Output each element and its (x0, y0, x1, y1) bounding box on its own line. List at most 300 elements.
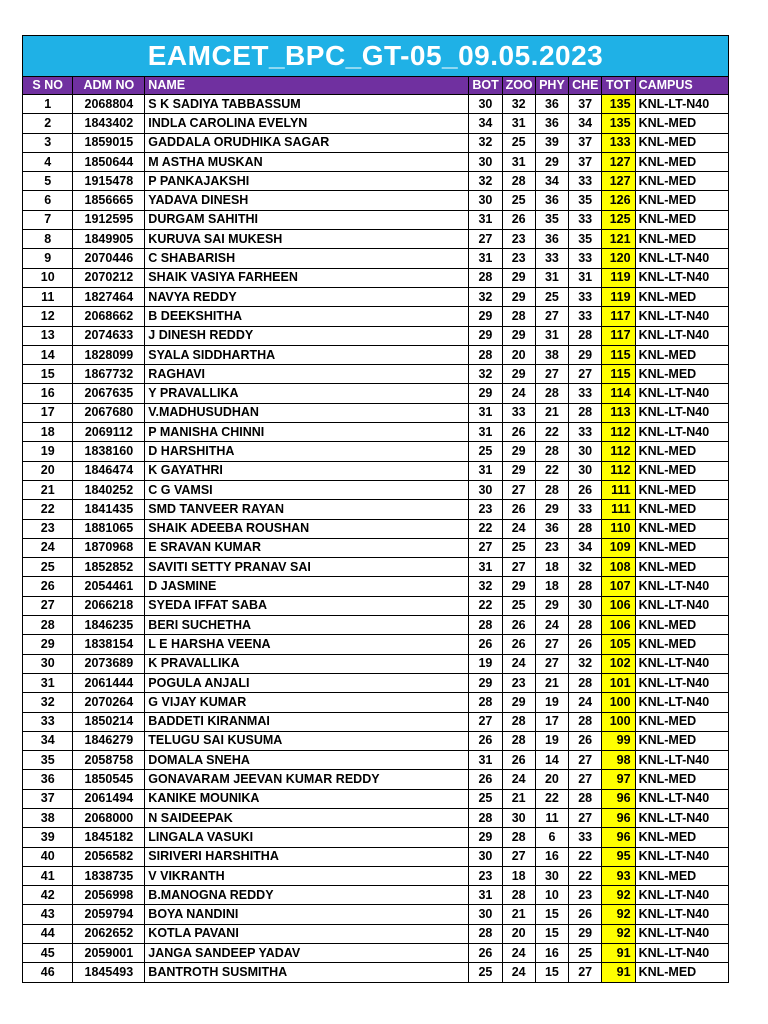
cell-che: 28 (569, 789, 602, 808)
cell-che: 27 (569, 770, 602, 789)
cell-tot: 119 (602, 268, 635, 287)
cell-sno: 3 (23, 133, 73, 152)
cell-zoo: 28 (502, 172, 535, 191)
cell-phy: 27 (535, 365, 568, 384)
cell-tot: 113 (602, 403, 635, 422)
cell-name: SHAIK VASIYA FARHEEN (145, 268, 469, 287)
table-row (23, 673, 729, 692)
cell-sno: 31 (23, 673, 73, 692)
cell-che: 29 (569, 924, 602, 943)
cell-bot: 22 (469, 519, 502, 538)
cell-bot: 30 (469, 95, 502, 114)
cell-name: K GAYATHRI (145, 461, 469, 480)
cell-tot: 96 (602, 828, 635, 847)
cell-campus: KNL-LT-N40 (635, 268, 728, 287)
cell-che: 28 (569, 616, 602, 635)
cell-sno: 35 (23, 751, 73, 770)
cell-campus: KNL-MED (635, 828, 728, 847)
cell-adm-no: 1846279 (73, 731, 145, 750)
cell-campus: KNL-LT-N40 (635, 654, 728, 673)
cell-che: 26 (569, 480, 602, 499)
cell-bot: 29 (469, 384, 502, 403)
cell-campus: KNL-LT-N40 (635, 789, 728, 808)
cell-sno: 34 (23, 731, 73, 750)
cell-phy: 39 (535, 133, 568, 152)
cell-bot: 32 (469, 287, 502, 306)
cell-phy: 36 (535, 519, 568, 538)
cell-name: N SAIDEEPAK (145, 808, 469, 827)
cell-tot: 126 (602, 191, 635, 210)
cell-zoo: 25 (502, 596, 535, 615)
cell-adm-no: 1843402 (73, 114, 145, 133)
cell-name: J DINESH REDDY (145, 326, 469, 345)
cell-sno: 24 (23, 538, 73, 557)
cell-phy: 29 (535, 596, 568, 615)
cell-campus: KNL-LT-N40 (635, 808, 728, 827)
table-row (23, 828, 729, 847)
cell-zoo: 25 (502, 538, 535, 557)
cell-bot: 31 (469, 558, 502, 577)
cell-bot: 28 (469, 616, 502, 635)
cell-phy: 33 (535, 249, 568, 268)
cell-campus: KNL-LT-N40 (635, 307, 728, 326)
cell-adm-no: 2061444 (73, 673, 145, 692)
cell-tot: 92 (602, 905, 635, 924)
cell-phy: 36 (535, 191, 568, 210)
cell-name: L E HARSHA VEENA (145, 635, 469, 654)
cell-campus: KNL-MED (635, 538, 728, 557)
cell-adm-no: 1859015 (73, 133, 145, 152)
cell-name: M ASTHA MUSKAN (145, 152, 469, 171)
table-row (23, 731, 729, 750)
cell-name: SYALA SIDDHARTHA (145, 345, 469, 364)
cell-name: BOYA NANDINI (145, 905, 469, 924)
cell-tot: 110 (602, 519, 635, 538)
cell-zoo: 24 (502, 963, 535, 982)
cell-adm-no: 1846235 (73, 616, 145, 635)
cell-campus: KNL-LT-N40 (635, 673, 728, 692)
cell-phy: 18 (535, 577, 568, 596)
cell-phy: 27 (535, 307, 568, 326)
cell-bot: 32 (469, 577, 502, 596)
cell-adm-no: 1867732 (73, 365, 145, 384)
cell-phy: 29 (535, 500, 568, 519)
cell-tot: 100 (602, 693, 635, 712)
cell-tot: 125 (602, 210, 635, 229)
cell-adm-no: 1845493 (73, 963, 145, 982)
cell-tot: 121 (602, 230, 635, 249)
cell-che: 22 (569, 847, 602, 866)
cell-che: 31 (569, 268, 602, 287)
cell-adm-no: 1846474 (73, 461, 145, 480)
cell-tot: 111 (602, 480, 635, 499)
cell-bot: 28 (469, 808, 502, 827)
cell-bot: 31 (469, 751, 502, 770)
table-row (23, 751, 729, 770)
table-row (23, 808, 729, 827)
cell-sno: 13 (23, 326, 73, 345)
cell-phy: 24 (535, 616, 568, 635)
cell-name: P PANKAJAKSHI (145, 172, 469, 191)
cell-bot: 31 (469, 249, 502, 268)
cell-name: SYEDA IFFAT SABA (145, 596, 469, 615)
cell-name: TELUGU SAI KUSUMA (145, 731, 469, 750)
cell-phy: 10 (535, 886, 568, 905)
cell-che: 30 (569, 442, 602, 461)
cell-zoo: 31 (502, 114, 535, 133)
cell-tot: 95 (602, 847, 635, 866)
cell-campus: KNL-MED (635, 210, 728, 229)
cell-bot: 23 (469, 500, 502, 519)
cell-tot: 97 (602, 770, 635, 789)
cell-tot: 91 (602, 963, 635, 982)
cell-adm-no: 2074633 (73, 326, 145, 345)
cell-tot: 107 (602, 577, 635, 596)
cell-campus: KNL-LT-N40 (635, 577, 728, 596)
cell-zoo: 25 (502, 133, 535, 152)
cell-adm-no: 2059001 (73, 944, 145, 963)
cell-tot: 93 (602, 866, 635, 885)
cell-name: KOTLA PAVANI (145, 924, 469, 943)
table-row (23, 770, 729, 789)
cell-tot: 96 (602, 808, 635, 827)
cell-che: 34 (569, 538, 602, 557)
cell-zoo: 26 (502, 423, 535, 442)
header-sno: S NO (23, 77, 73, 95)
cell-adm-no: 2070212 (73, 268, 145, 287)
cell-adm-no: 2061494 (73, 789, 145, 808)
cell-sno: 14 (23, 345, 73, 364)
cell-bot: 27 (469, 712, 502, 731)
cell-che: 28 (569, 577, 602, 596)
table-row (23, 500, 729, 519)
cell-zoo: 26 (502, 616, 535, 635)
cell-tot: 127 (602, 172, 635, 191)
cell-bot: 32 (469, 172, 502, 191)
cell-che: 33 (569, 249, 602, 268)
result-sheet (22, 35, 729, 983)
cell-sno: 7 (23, 210, 73, 229)
cell-zoo: 24 (502, 770, 535, 789)
cell-phy: 31 (535, 326, 568, 345)
header-adm-no: ADM NO (73, 77, 145, 95)
cell-tot: 127 (602, 152, 635, 171)
cell-bot: 23 (469, 866, 502, 885)
cell-sno: 18 (23, 423, 73, 442)
cell-tot: 99 (602, 731, 635, 750)
cell-phy: 16 (535, 847, 568, 866)
cell-che: 28 (569, 712, 602, 731)
cell-phy: 38 (535, 345, 568, 364)
cell-zoo: 24 (502, 944, 535, 963)
cell-campus: KNL-MED (635, 480, 728, 499)
cell-sno: 25 (23, 558, 73, 577)
cell-name: P MANISHA CHINNI (145, 423, 469, 442)
cell-che: 26 (569, 731, 602, 750)
cell-tot: 98 (602, 751, 635, 770)
cell-zoo: 23 (502, 249, 535, 268)
cell-adm-no: 1915478 (73, 172, 145, 191)
cell-adm-no: 1841435 (73, 500, 145, 519)
cell-name: C G VAMSI (145, 480, 469, 499)
results-table (22, 76, 729, 983)
cell-campus: KNL-MED (635, 345, 728, 364)
cell-zoo: 28 (502, 712, 535, 731)
cell-sno: 26 (23, 577, 73, 596)
cell-che: 24 (569, 693, 602, 712)
cell-che: 33 (569, 384, 602, 403)
table-row (23, 95, 729, 114)
cell-name: DURGAM SAHITHI (145, 210, 469, 229)
cell-name: G VIJAY KUMAR (145, 693, 469, 712)
cell-phy: 36 (535, 114, 568, 133)
cell-name: SMD TANVEER RAYAN (145, 500, 469, 519)
cell-tot: 101 (602, 673, 635, 692)
cell-adm-no: 1840252 (73, 480, 145, 499)
cell-tot: 114 (602, 384, 635, 403)
cell-che: 33 (569, 307, 602, 326)
cell-che: 27 (569, 751, 602, 770)
cell-zoo: 29 (502, 461, 535, 480)
cell-che: 34 (569, 114, 602, 133)
table-row (23, 384, 729, 403)
cell-campus: KNL-MED (635, 133, 728, 152)
cell-campus: KNL-LT-N40 (635, 693, 728, 712)
cell-bot: 26 (469, 770, 502, 789)
cell-tot: 96 (602, 789, 635, 808)
cell-adm-no: 1912595 (73, 210, 145, 229)
cell-adm-no: 2068000 (73, 808, 145, 827)
table-row (23, 635, 729, 654)
cell-zoo: 26 (502, 635, 535, 654)
cell-name: GADDALA ORUDHIKA SAGAR (145, 133, 469, 152)
cell-phy: 6 (535, 828, 568, 847)
cell-tot: 115 (602, 365, 635, 384)
cell-name: GONAVARAM JEEVAN KUMAR REDDY (145, 770, 469, 789)
cell-zoo: 29 (502, 577, 535, 596)
cell-sno: 33 (23, 712, 73, 731)
cell-campus: KNL-LT-N40 (635, 384, 728, 403)
cell-bot: 26 (469, 944, 502, 963)
cell-sno: 41 (23, 866, 73, 885)
cell-che: 33 (569, 172, 602, 191)
cell-che: 33 (569, 500, 602, 519)
cell-campus: KNL-MED (635, 230, 728, 249)
cell-campus: KNL-LT-N40 (635, 249, 728, 268)
cell-zoo: 21 (502, 789, 535, 808)
table-row (23, 423, 729, 442)
table-row (23, 866, 729, 885)
cell-name: B DEEKSHITHA (145, 307, 469, 326)
cell-name: B.MANOGNA REDDY (145, 886, 469, 905)
cell-bot: 32 (469, 133, 502, 152)
cell-bot: 25 (469, 963, 502, 982)
cell-zoo: 33 (502, 403, 535, 422)
cell-campus: KNL-MED (635, 500, 728, 519)
cell-bot: 27 (469, 230, 502, 249)
cell-che: 29 (569, 345, 602, 364)
cell-name: RAGHAVI (145, 365, 469, 384)
cell-che: 23 (569, 886, 602, 905)
cell-adm-no: 1870968 (73, 538, 145, 557)
table-row (23, 403, 729, 422)
cell-zoo: 24 (502, 384, 535, 403)
cell-tot: 108 (602, 558, 635, 577)
header-zoo: ZOO (502, 77, 535, 95)
cell-tot: 120 (602, 249, 635, 268)
cell-bot: 28 (469, 268, 502, 287)
table-row (23, 538, 729, 557)
cell-che: 28 (569, 519, 602, 538)
cell-zoo: 27 (502, 558, 535, 577)
table-row (23, 191, 729, 210)
cell-che: 26 (569, 905, 602, 924)
cell-phy: 16 (535, 944, 568, 963)
cell-bot: 26 (469, 635, 502, 654)
cell-tot: 117 (602, 326, 635, 345)
cell-campus: KNL-MED (635, 866, 728, 885)
table-row (23, 654, 729, 673)
cell-zoo: 28 (502, 828, 535, 847)
cell-campus: KNL-MED (635, 558, 728, 577)
cell-phy: 31 (535, 268, 568, 287)
table-row (23, 480, 729, 499)
cell-phy: 28 (535, 442, 568, 461)
cell-zoo: 28 (502, 307, 535, 326)
cell-phy: 11 (535, 808, 568, 827)
table-row (23, 307, 729, 326)
cell-name: JANGA SANDEEP YADAV (145, 944, 469, 963)
cell-zoo: 29 (502, 326, 535, 345)
cell-campus: KNL-LT-N40 (635, 886, 728, 905)
cell-zoo: 23 (502, 673, 535, 692)
cell-zoo: 27 (502, 847, 535, 866)
cell-bot: 30 (469, 152, 502, 171)
cell-zoo: 26 (502, 500, 535, 519)
cell-phy: 18 (535, 558, 568, 577)
cell-adm-no: 1828099 (73, 345, 145, 364)
cell-name: V VIKRANTH (145, 866, 469, 885)
cell-zoo: 26 (502, 751, 535, 770)
cell-sno: 36 (23, 770, 73, 789)
cell-phy: 36 (535, 95, 568, 114)
cell-che: 33 (569, 287, 602, 306)
table-row (23, 886, 729, 905)
cell-campus: KNL-LT-N40 (635, 924, 728, 943)
cell-che: 32 (569, 654, 602, 673)
cell-phy: 28 (535, 384, 568, 403)
cell-adm-no: 2056582 (73, 847, 145, 866)
cell-sno: 40 (23, 847, 73, 866)
table-row (23, 442, 729, 461)
cell-phy: 14 (535, 751, 568, 770)
table-row (23, 789, 729, 808)
cell-sno: 32 (23, 693, 73, 712)
cell-campus: KNL-MED (635, 635, 728, 654)
table-row (23, 577, 729, 596)
cell-sno: 45 (23, 944, 73, 963)
table-row (23, 365, 729, 384)
cell-sno: 44 (23, 924, 73, 943)
cell-sno: 1 (23, 95, 73, 114)
cell-name: C SHABARISH (145, 249, 469, 268)
cell-che: 25 (569, 944, 602, 963)
table-row (23, 268, 729, 287)
cell-campus: KNL-LT-N40 (635, 596, 728, 615)
table-row (23, 712, 729, 731)
cell-bot: 25 (469, 442, 502, 461)
cell-campus: KNL-LT-N40 (635, 326, 728, 345)
cell-sno: 4 (23, 152, 73, 171)
table-row (23, 905, 729, 924)
cell-name: D HARSHITHA (145, 442, 469, 461)
cell-sno: 2 (23, 114, 73, 133)
cell-che: 37 (569, 152, 602, 171)
cell-bot: 31 (469, 886, 502, 905)
table-row (23, 345, 729, 364)
cell-campus: KNL-LT-N40 (635, 751, 728, 770)
cell-phy: 36 (535, 230, 568, 249)
cell-adm-no: 2056998 (73, 886, 145, 905)
cell-sno: 21 (23, 480, 73, 499)
cell-phy: 23 (535, 538, 568, 557)
cell-campus: KNL-MED (635, 287, 728, 306)
cell-bot: 30 (469, 191, 502, 210)
cell-tot: 115 (602, 345, 635, 364)
table-row (23, 326, 729, 345)
cell-name: POGULA ANJALI (145, 673, 469, 692)
cell-campus: KNL-MED (635, 712, 728, 731)
cell-zoo: 29 (502, 693, 535, 712)
cell-adm-no: 2070264 (73, 693, 145, 712)
header-che: CHE (569, 77, 602, 95)
cell-adm-no: 2058758 (73, 751, 145, 770)
cell-adm-no: 1881065 (73, 519, 145, 538)
cell-name: Y PRAVALLIKA (145, 384, 469, 403)
cell-phy: 28 (535, 480, 568, 499)
cell-zoo: 29 (502, 442, 535, 461)
cell-campus: KNL-MED (635, 616, 728, 635)
cell-tot: 112 (602, 423, 635, 442)
cell-tot: 119 (602, 287, 635, 306)
cell-zoo: 31 (502, 152, 535, 171)
cell-phy: 21 (535, 673, 568, 692)
cell-tot: 133 (602, 133, 635, 152)
cell-phy: 27 (535, 654, 568, 673)
header-bot: BOT (469, 77, 502, 95)
cell-zoo: 29 (502, 287, 535, 306)
cell-che: 27 (569, 365, 602, 384)
cell-adm-no: 1827464 (73, 287, 145, 306)
cell-che: 37 (569, 95, 602, 114)
sheet-title: EAMCET_BPC_GT-05_09.05.2023 (22, 35, 729, 76)
table-body (23, 95, 729, 983)
cell-tot: 100 (602, 712, 635, 731)
cell-tot: 135 (602, 95, 635, 114)
cell-sno: 43 (23, 905, 73, 924)
table-row (23, 847, 729, 866)
cell-bot: 31 (469, 423, 502, 442)
cell-name: K PRAVALLIKA (145, 654, 469, 673)
cell-phy: 22 (535, 789, 568, 808)
cell-sno: 6 (23, 191, 73, 210)
cell-adm-no: 1838160 (73, 442, 145, 461)
table-row (23, 230, 729, 249)
cell-sno: 42 (23, 886, 73, 905)
cell-bot: 30 (469, 480, 502, 499)
cell-campus: KNL-LT-N40 (635, 95, 728, 114)
cell-campus: KNL-MED (635, 963, 728, 982)
